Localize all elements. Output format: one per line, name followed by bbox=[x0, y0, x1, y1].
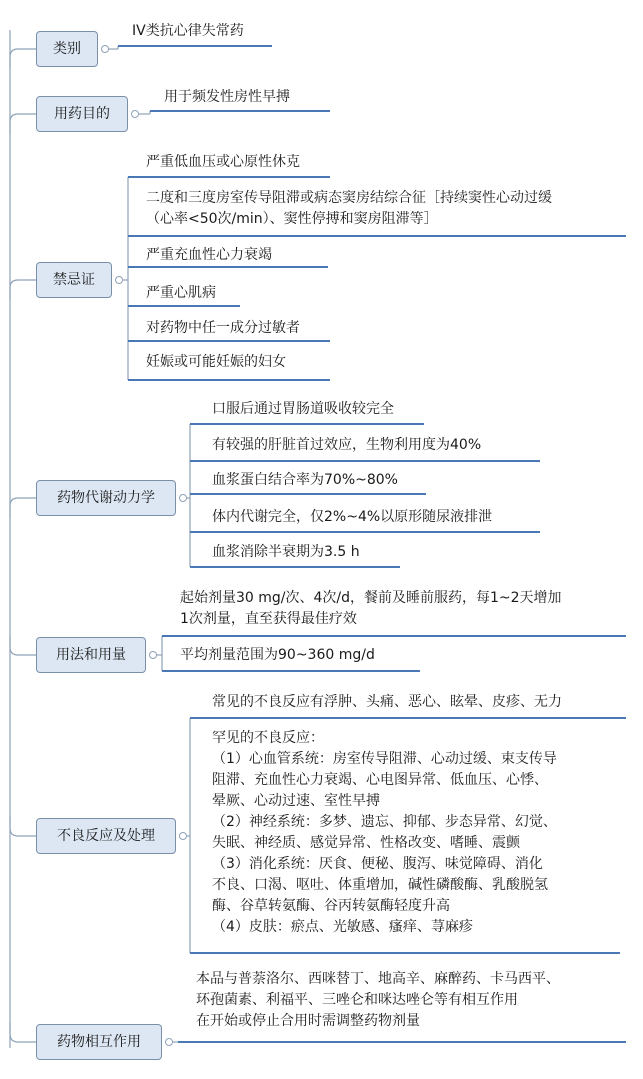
leaf-text-line: 失眠、神经质、感觉异常、性格改变、嗜睡、震颤 bbox=[212, 835, 520, 851]
leaf-topic[interactable] bbox=[146, 188, 552, 230]
leaf-topic[interactable] bbox=[180, 645, 375, 666]
collapse-toggle-icon[interactable] bbox=[179, 494, 187, 502]
trunk-to-category-line bbox=[10, 1022, 36, 1042]
leaf-underline bbox=[190, 423, 424, 425]
trunk-to-category-line bbox=[10, 635, 36, 655]
leaf-text-line: IV类抗心律失常药 bbox=[132, 23, 244, 39]
leaf-text-line: 有较强的肝脏首过效应，生物利用度为40% bbox=[212, 437, 482, 453]
leaf-underline bbox=[128, 176, 330, 178]
leaf-underline bbox=[190, 952, 620, 954]
leaf-topic[interactable] bbox=[146, 352, 286, 373]
leaf-underline bbox=[128, 235, 626, 237]
leaf-topic[interactable] bbox=[164, 87, 290, 108]
leaf-underline bbox=[128, 340, 330, 342]
leaf-text-line: （4）皮肤：瘀点、光敏感、瘙痒、荨麻疹 bbox=[212, 919, 473, 935]
leaf-underline bbox=[150, 110, 330, 112]
leaf-topic[interactable] bbox=[212, 399, 394, 420]
leaf-topic[interactable] bbox=[196, 969, 560, 1032]
leaf-topic[interactable] bbox=[180, 588, 562, 630]
leaf-text-line: 用于频发性房性早搏 bbox=[164, 89, 290, 105]
leaf-topic[interactable] bbox=[212, 692, 562, 713]
leaf-text-line: 血浆蛋白结合率为70%~80% bbox=[212, 472, 398, 488]
collapse-toggle-icon[interactable] bbox=[131, 110, 139, 118]
trunk-to-category-line bbox=[10, 498, 36, 518]
leaf-topic[interactable] bbox=[146, 318, 300, 339]
leaf-text-line: 血浆消除半衰期为3.5 h bbox=[212, 544, 360, 560]
leaf-underline bbox=[190, 460, 540, 462]
leaf-text-line: 体内代谢完全，仅2%~4%以原形随尿液排泄 bbox=[212, 509, 493, 525]
trunk-to-category-line bbox=[10, 280, 36, 300]
category-node[interactable]: 用法和用量 bbox=[36, 637, 146, 673]
leaf-text-line: 晕厥、心动过速、室性早搏 bbox=[212, 793, 380, 809]
leaf-topic[interactable] bbox=[132, 21, 244, 42]
leaf-text-line: （心率<50次/min）、窦性停搏和窦房阻滞等］ bbox=[146, 211, 438, 227]
leaf-underline bbox=[128, 266, 328, 268]
leaf-underline bbox=[190, 493, 426, 495]
leaf-text-line: 罕见的不良反应： bbox=[212, 730, 324, 746]
leaf-topic[interactable] bbox=[212, 507, 492, 528]
leaf-text-line: 口服后通过胃肠道吸收较完全 bbox=[212, 401, 394, 417]
leaf-text-line: 严重心肌病 bbox=[146, 285, 216, 301]
category-node[interactable]: 用药目的 bbox=[36, 96, 128, 132]
leaf-topic[interactable] bbox=[212, 728, 557, 938]
collapse-toggle-icon[interactable] bbox=[149, 651, 157, 659]
leaf-text-line: （3）消化系统：厌食、便秘、腹泻、味觉障碍、消化 bbox=[212, 856, 543, 872]
leaf-underline bbox=[162, 635, 626, 637]
leaf-text-line: 不良、口渴、呕吐、体重增加，碱性磷酸酶、乳酸脱氢 bbox=[212, 877, 548, 893]
leaf-text-line: 严重低血压或心原性休克 bbox=[146, 154, 300, 170]
category-node[interactable]: 类别 bbox=[36, 31, 98, 67]
leaf-text-line: 平均剂量范围为90~360 mg/d bbox=[180, 647, 375, 663]
leaf-text-line: 环孢菌素、利福平、三唑仑和咪达唑仑等有相互作用 bbox=[196, 992, 518, 1008]
collapse-toggle-icon[interactable] bbox=[115, 276, 123, 284]
leaf-text-line: 在开始或停止合用时需调整药物剂量 bbox=[196, 1013, 420, 1029]
leaf-text-line: 妊娠或可能妊娠的妇女 bbox=[146, 354, 286, 370]
leaf-text-line: 严重充血性心力衰竭 bbox=[146, 247, 272, 263]
collapse-toggle-icon[interactable] bbox=[165, 1038, 173, 1046]
leaf-topic[interactable] bbox=[212, 435, 481, 456]
leaf-underline bbox=[162, 670, 420, 672]
leaf-underline bbox=[128, 379, 330, 381]
leaf-underline bbox=[190, 566, 400, 568]
collapse-toggle-icon[interactable] bbox=[179, 832, 187, 840]
leaf-topic[interactable] bbox=[146, 152, 300, 173]
leaf-topic[interactable] bbox=[212, 470, 398, 491]
leaf-text-line: 酶、谷草转氨酶、谷丙转氨酶轻度升高 bbox=[212, 898, 450, 914]
leaf-text-line: 常见的不良反应有浮肿、头痛、恶心、眩晕、皮疹、无力 bbox=[212, 694, 562, 710]
leaf-text-line: 二度和三度房室传导阻滞或病态窦房结综合征［持续窦性心动过缓 bbox=[146, 190, 552, 206]
collapse-toggle-icon[interactable] bbox=[101, 45, 109, 53]
trunk-to-category-line bbox=[10, 816, 36, 836]
trunk-to-category-line bbox=[10, 49, 36, 69]
leaf-text-line: 本品与普萘洛尔、西咪替丁、地高辛、麻醉药、卡马西平、 bbox=[196, 971, 560, 987]
leaf-text-line: （1）心血管系统：房室传导阻滞、心动过缓、束支传导 bbox=[212, 751, 557, 767]
leaf-underline bbox=[190, 531, 540, 533]
trunk-to-category-line bbox=[10, 114, 36, 134]
leaf-topic[interactable] bbox=[212, 542, 360, 563]
leaf-underline bbox=[128, 305, 240, 307]
leaf-text-line: 对药物中任一成分过敏者 bbox=[146, 320, 300, 336]
leaf-text-line: 阻滞、充血性心力衰竭、心电图异常、低血压、心悸、 bbox=[212, 772, 548, 788]
leaf-text-line: 1次剂量，直至获得最佳疗效 bbox=[180, 611, 357, 627]
leaf-topic[interactable] bbox=[146, 245, 272, 266]
category-node[interactable]: 药物相互作用 bbox=[36, 1024, 162, 1060]
leaf-topic[interactable] bbox=[146, 283, 216, 304]
leaf-underline bbox=[178, 1041, 626, 1043]
category-node[interactable]: 禁忌证 bbox=[36, 262, 112, 298]
category-node[interactable]: 不良反应及处理 bbox=[36, 818, 176, 854]
leaf-text-line: （2）神经系统：多梦、遗忘、抑郁、步态异常、幻觉、 bbox=[212, 814, 557, 830]
leaf-underline bbox=[190, 717, 626, 719]
leaf-underline bbox=[118, 45, 272, 47]
category-node[interactable]: 药物代谢动力学 bbox=[36, 480, 176, 516]
leaf-text-line: 起始剂量30 mg/次、4次/d，餐前及睡前服药，每1~2天增加 bbox=[180, 590, 562, 606]
